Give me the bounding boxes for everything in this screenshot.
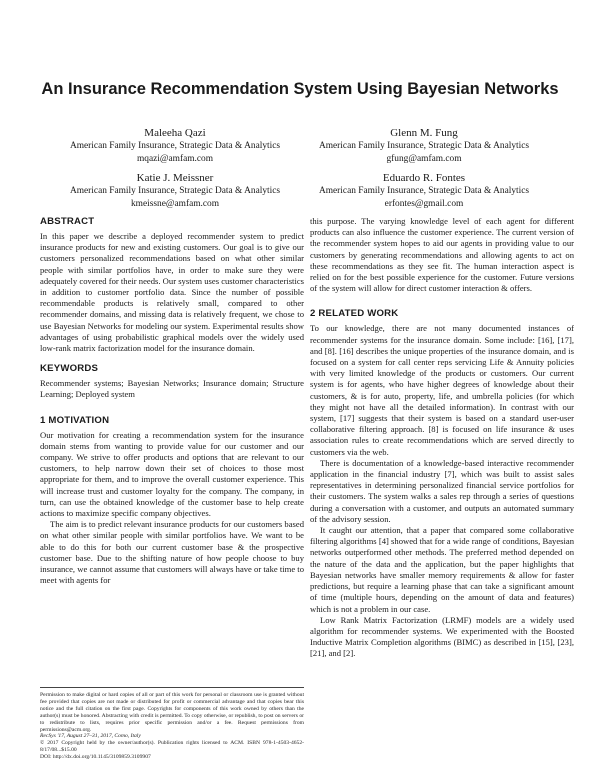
venue-line: RecSys '17, August 27–31, 2017, Como, Italy [40,733,141,740]
right-column [310,216,574,660]
author-block [35,126,315,165]
author-email: erfontes@gmail.com [384,198,464,209]
author-name: Katie J. Meissner [136,172,214,184]
related-work-paragraph: Low Rank Matrix Factorization (LRMF) models are a widely used algorithm for recommender systems. We experimented with the Boosted Inductive Matrix Completion algorithms (BIMC) as described in [15], [23], [21], and [2]. [310,614,574,659]
footnote [40,687,304,761]
author-email: gfung@amfam.com [386,153,462,164]
keywords-heading: KEYWORDS [40,363,99,375]
author-name: Glenn M. Fung [390,127,458,139]
author-block [284,126,564,165]
permission-notice: Permission to make digital or hard copies of all or part of this work for personal or classroom use is granted without fee provided that copies are not made or distributed for profit or commercial advantage and that copies bear this notice and the full citation on the first page. Copyrights for components of this work owned by others than the author(s) must be honored. Abstracting with credit is permitted. To copy otherwise, or republish, to post on servers or to redistribute to lists, requires prior specific permission and/or a fee. Request permissions from permissions@acm.org. [40,692,304,733]
related-work-paragraph: To our knowledge, there are not many documented instances of recommender systems for the insurance domain. Some include: [16], [17], and [8]. [16] describes the unique properties of the insurance domain, and is focused on a system for call center reps servicing Life & Annuity policies with very limited knowledge of the products or customers. Our current system is for agents, who have higher degrees of knowledge about their customers, & is for auto, property, life, and umbrella policies (for which they might not have all the detailed information). In contrast with our system, [17] suggests that their system is based on a standard user-user collaborative filtering approach. [8] is focused on life insurance & uses association rules to create recommendations which are served directly to customers via the web. [310,323,574,457]
author-name: Maleeha Qazi [144,127,206,139]
related-work-paragraph: There is documentation of a knowledge-based interactive recommender application in the financial industry [7], which was built to assist sales representatives in determining personalized financial service portfolios for their customers. The system walks a sales rep through a series of questions during a conversation with a customer, and outputs an automated summary of the advisory session. [310,457,574,524]
author-affiliation: American Family Insurance, Strategic Data & Analytics [318,141,530,151]
related-work-paragraph: It caught our attention, that a paper that compared some collaborative filtering algorithms [4] showed that for a wide range of conditions, Bayesian networks outperformed other methods. The preferred method depended on the nature of the data and the application, but the paper highlights that Bayesian networks have smaller memory requirements & allow for faster predictions, but require a learning phase that can take a significant amount of time (multiple hours, depending on the amount of data and features) which is not a problem in our case. [310,525,574,614]
continued-paragraph: this purpose. The varying knowledge level of each agent for different products can also influence the customer experience. The current version of the recommender system hopes to aid our agents in providing value to our customers by generating recommendations and allowing agents to act on these recommendations as they see fit. The human interaction aspect is relied on for the best possible experience for the customer. Future versions of the system will allow for direct customer interaction & offers. [310,216,574,294]
doi-line: DOI: http://dx.doi.org/10.1145/3109859.3109907 [40,754,151,761]
author-email: mqazi@amfam.com [136,153,214,164]
motivation-heading: 1 MOTIVATION [40,414,110,426]
motivation-paragraph: Our motivation for creating a recommendation system for the insurance domain stems from wanting to provide value for our customer and our company. We strive to offer products and options that are relevant to our customers, to help narrow down their set of choices to those most appropriate for them, and to improve the overall customer experience. This will increase trust and customer loyalty for the company. The company, in turn, can use the obtained knowledge of the customer base to help create actions to maximize specific company objectives. [40,429,304,519]
author-affiliation: American Family Insurance, Strategic Data & Analytics [69,186,281,196]
abstract-text: In this paper we describe a deployed recommender system to predict insurance products for new and existing customers. Our goal is to give our customers personalized recommendations based on what other similar people with similar portfolios have, in order to make sure they were adequately covered for their needs. Our system uses customer characteristics in addition to customer portfolio data. Since the number of possible recommendable products is relatively small, compared to other recommender domains, and missing data is relatively frequent, we chose to use Bayesian Networks for modeling our system. Experimental results show advantages of using probabilistic graphical models over the widely used low-rank matrix factorization model for the insurance domain. [40,231,304,354]
author-block [284,171,564,210]
author-affiliation: American Family Insurance, Strategic Data & Analytics [318,186,530,196]
paper-title: An Insurance Recommendation System Using Bayesian Networks [41,80,559,98]
author-affiliation: American Family Insurance, Strategic Data & Analytics [69,141,281,151]
copyright-line: © 2017 Copyright held by the owner/author(s). Publication rights licensed to ACM. ISBN 978-1-4503-4652-8/17/08...$15.00 [40,740,304,754]
abstract-heading: ABSTRACT [40,216,95,227]
author-block [35,171,315,210]
author-name: Eduardo R. Fontes [382,172,466,184]
keywords-text: Recommender systems; Bayesian Networks; Insurance domain; Structure Learning; Deployed system [40,378,304,400]
related-work-heading: 2 RELATED WORK [310,308,399,320]
author-email: kmeissne@amfam.com [130,198,220,209]
motivation-paragraph: The aim is to predict relevant insurance products for our customers based on what other similar people with similar portfolios have. We want to be able to do this for both our current customer base & the prospective customer base. Due to the shifting nature of how people choose to buy insurance, we cannot assume that customers will always have or take time to meet with agents for [40,519,304,586]
left-column [40,216,304,586]
